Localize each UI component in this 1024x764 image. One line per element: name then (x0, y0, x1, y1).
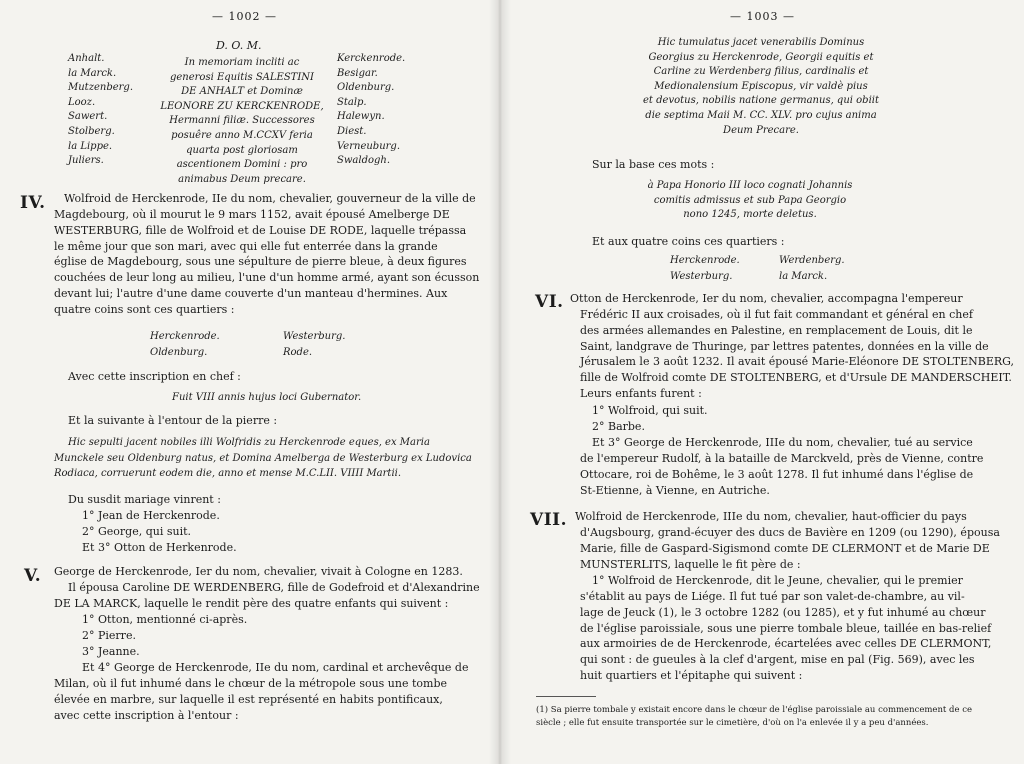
section-vii-paragraph (575, 509, 967, 525)
section-iv-paragraph-cont (54, 207, 479, 318)
inscription-line: Hermanni filiæ. Successores (169, 115, 315, 127)
arms-name: Anhalt. (68, 53, 105, 64)
section-v-paragraph (54, 564, 463, 580)
text-line: qui sont : de gueules à la clef d'argent, mise en pal (Fig. 569), avec les (580, 653, 975, 667)
inscription-line: quarta post gloriosam (186, 144, 298, 156)
footnote (536, 704, 972, 730)
text-line: de l'église paroissiale, sous une pierre tombale bleue, taillée en bas-relief (580, 621, 992, 635)
text-line: lage de Jeuck (1), le 3 octobre 1282 (ou 1285), et y fut inhumé au chœur (580, 605, 986, 619)
text-line: Et 4° George de Herckenrode, IIe du nom, cardinal et archevêque de (82, 661, 469, 674)
text-line: Otton de Herckenrode, Ier du nom, chevalier, accompagna l'empereur (570, 292, 963, 305)
arms-name: la Lippe. (68, 140, 113, 152)
child-item: 2° Pierre. (82, 628, 136, 642)
arms-name: Oldenburg. (337, 82, 395, 94)
inscription-line: In memoriam incliti ac (184, 57, 300, 68)
quarter-name: Oldenburg. (150, 347, 208, 358)
arms-name: Stolberg. (68, 125, 115, 137)
section-vi-tail (592, 435, 973, 451)
cardinal-epitaph (616, 36, 906, 138)
right-page (500, 0, 1024, 764)
children-list (82, 612, 247, 659)
arms-column-left (68, 52, 133, 169)
section-vii-child-cont (580, 589, 991, 684)
text-line: d'Augsbourg, grand-écuyer des ducs de Bavière en 1209 (ou 1290), épousa (580, 526, 1000, 539)
text-line: Wolfroid de Herckenrode, IIe du nom, chevalier, gouverneur de la ville de (64, 192, 476, 205)
arms-name: Verneuburg. (337, 140, 401, 152)
child-item: 3° Jeanne. (82, 644, 140, 658)
inscription-line: posuêre anno M.CCXV feria (171, 129, 313, 141)
text-line: huit quartiers et l'épitaphe qui suivent : (580, 668, 803, 682)
arms-name: Mutzenberg. (68, 82, 134, 94)
arms-name: Stalp. (337, 96, 367, 108)
text-line: DE LA MARCK, laquelle le rendit père des quatre enfants qui suivent : (54, 597, 449, 610)
text-line: Milan, où il fut inhumé dans le chœur de la métropole sous une tombe (54, 677, 448, 690)
section-vii-child (592, 573, 963, 589)
arms-name: Kerckenrode. (337, 53, 406, 64)
quarter-name: Werdenberg. (779, 255, 845, 266)
text-line: Il épousa Caroline DE WERDENBERG, fille de Godefroid et d'Alexandrine (68, 581, 480, 594)
section-number-v: V. (24, 566, 42, 586)
base-intro: Sur la base ces mots : (592, 158, 715, 171)
inscription-line: animabus Deum precare. (178, 173, 306, 185)
text-line: élevée en marbre, sur laquelle il est représenté en habits pontificaux, (54, 692, 443, 706)
quarter-name: Rode. (283, 347, 313, 358)
child-item: 1° Otton, mentionné ci-après. (82, 613, 248, 626)
section-v-paragraph-cont (68, 580, 480, 596)
text-line: Marie, fille de Gaspard-Sigismond comte DE CLERMONT et de Marie DE (580, 541, 990, 555)
section-iv-paragraph (64, 191, 476, 207)
inscription-line: generosi Equitis SALESTINI (169, 71, 315, 83)
left-page (0, 0, 500, 764)
section-vi-tail-cont (580, 451, 983, 498)
children-intro: Du susdit mariage vinrent : (68, 493, 221, 506)
epitaph-line: Munckele seu Oldenburg natus, et Domina Amelberga de Westerburg ex Ludovica (54, 453, 472, 464)
arms-name: Swaldogh. (337, 155, 391, 167)
inscription-line: ascentionem Domini : pro (176, 159, 308, 171)
epitaph-line: Hic sepulti jacent nobiles illi Wolfridis zu Herckenrode eques, ex Maria (68, 437, 430, 448)
page-number: — 1002 — (212, 10, 277, 23)
base-words (630, 179, 870, 223)
epitaph (68, 436, 430, 451)
epitaph-line: Rodiaca, corruerunt eodem die, anno et mense M.C.LII. VIIII Martii. (54, 467, 402, 479)
footnote-line: siècle ; elle fut ensuite transportée sur le cimetière, d'où on l'a enlevée il y a peu d'années. (536, 718, 929, 728)
base-line: à Papa Honorio III loco cognati Johannis (647, 180, 853, 191)
base-line: nono 1245, morte deletus. (683, 209, 817, 221)
text-line: George de Herckenrode, Ier du nom, chevalier, vivait à Cologne en 1283. (54, 565, 463, 578)
section-vi-paragraph (570, 291, 963, 307)
arms-name: la Marck. (68, 67, 117, 79)
base-line: comitis admissus et sub Papa Georgio (653, 194, 847, 206)
page-number: — 1003 — (730, 10, 795, 23)
section-number-iv: IV. (20, 193, 46, 213)
child-item: 1° Jean de Herckenrode. (82, 509, 220, 522)
quarter-name: Westerburg. (670, 271, 733, 282)
inscription-intro: Avec cette inscription en chef : (68, 370, 241, 383)
epitaph-line: Hic tumulatus jacet venerabilis Dominus (657, 37, 865, 48)
text-line: Jérusalem le 3 août 1232. Il avait épousé Marie-Eléonore DE STOLTENBERG, (580, 355, 1015, 369)
text-line: couchées de leur long au milieu, l'une d'un homme armé, ayant son écusson (54, 271, 480, 285)
epitaph-cont (54, 452, 472, 481)
footnote-rule (536, 696, 596, 697)
arms-name: Besigar. (337, 67, 378, 79)
inscription-text: Fuit VIII annis hujus loci Gubernator. (172, 392, 362, 403)
section-vi-paragraph-cont (580, 307, 1014, 402)
child-item: 2° Barbe. (592, 419, 645, 433)
inscription-line: DE ANHALT et Dominæ (181, 86, 303, 98)
quarter-name: Herckenrode. (150, 331, 220, 342)
epitaph-line: Deum Precare. (723, 124, 799, 136)
inscription-intro: Et la suivante à l'entour de la pierre : (68, 414, 278, 427)
arms-name: Diest. (337, 125, 367, 137)
arms-name: Sawert. (68, 111, 108, 123)
text-line: MUNSTERLITS, laquelle le fit père de : (580, 557, 801, 571)
arms-column-right (337, 52, 405, 169)
text-line: fille de Wolfroid comte DE STOLTENBERG, et d'Ursule DE MANDERSCHEIT. (580, 371, 1012, 385)
text-line: avec cette inscription à l'entour : (54, 708, 239, 722)
text-line: devant lui; l'autre d'une dame couverte d'un manteau d'hermines. Aux (54, 286, 448, 300)
child-item: Et 3° Otton de Herkenrode. (82, 540, 237, 554)
text-line: de l'empereur Rudolf, à la bataille de Marckveld, près de Vienne, contre (580, 452, 984, 465)
epitaph-line: Carline zu Werdenberg filius, cardinalis et (653, 66, 869, 78)
child-item: 1° Wolfroid, qui suit. (592, 404, 708, 417)
epitaph-line: Medionalensium Episcopus, vir valdè pius (654, 80, 868, 92)
epitaph-line: et devotus, nobilis natione germanus, qui obiit (643, 95, 879, 107)
arms-name: Halewyn. (337, 111, 385, 123)
inscription-line: LEONORE ZU KERCKENRODE, (160, 100, 324, 112)
quarter-name: Herckenrode. (670, 255, 740, 266)
section-vii-paragraph-cont (580, 525, 1000, 572)
text-line: église de Magdebourg, sous une sépulture de pierre bleue, à deux figures (54, 255, 467, 269)
text-line: aux armoiries de de Herckenrode, écartelées avec celles DE CLERMONT, (580, 637, 992, 651)
text-line: le même jour que son mari, avec qui elle fut enterrée dans la grande (54, 239, 438, 253)
text-line: s'établit au pays de Liége. Il fut tué par son valet-de-chambre, au vil- (580, 590, 965, 603)
footnote-line: (1) Sa pierre tombale y existait encore dans le chœur de l'église paroissiale au commencement de ce (536, 705, 973, 715)
children-list (82, 508, 237, 555)
child-item: 2° George, qui suit. (82, 524, 192, 538)
text-line: St-Etienne, à Vienne, en Autriche. (580, 483, 770, 497)
arms-name: Juliers. (68, 155, 104, 167)
text-line: 1° Wolfroid de Herckenrode, dit le Jeune, chevalier, qui le premier (592, 574, 963, 587)
quarter-name: Westerburg. (283, 331, 346, 342)
text-line: des armées allemandes en Palestine, en remplacement de Louis, dit le (580, 323, 973, 337)
arms-name: Looz. (68, 96, 96, 108)
children-list (592, 403, 708, 435)
text-line: Wolfroid de Herckenrode, IIIe du nom, chevalier, haut-officier du pays (575, 510, 967, 523)
corners-intro: Et aux quatre coins ces quartiers : (592, 235, 785, 248)
section-v-tail (82, 660, 468, 676)
text-line: Frédéric II aux croisades, où il fut fait commandant et général en chef (580, 308, 973, 321)
section-number-vii: VII. (530, 510, 568, 530)
dom-heading: D. O. M. (216, 39, 262, 52)
section-v-paragraph-cont2 (54, 596, 448, 612)
text-line: Et 3° George de Herckenrode, IIIe du nom, chevalier, tué au service (592, 436, 973, 449)
text-line: Leurs enfants furent : (580, 386, 702, 400)
text-line: WESTERBURG, fille de Wolfroid et de Louise DE RODE, laquelle trépassa (54, 223, 467, 237)
quarter-name: la Marck. (779, 271, 828, 282)
epitaph-line: die septima Maii M. CC. XLV. pro cujus anima (645, 109, 877, 121)
text-line: Magdebourg, où il mourut le 9 mars 1152, avait épousé Amelberge DE (54, 208, 450, 221)
text-line: quatre coins sont ces quartiers : (54, 302, 235, 316)
memorial-inscription (152, 56, 332, 187)
text-line: Saint, landgrave de Thuringe, par lettres patentes, données en la ville de (580, 339, 989, 353)
text-line: Ottocare, roi de Bohême, le 3 août 1278. Il fut inhumé dans l'église de (580, 467, 974, 481)
epitaph-line: Georgius zu Herckenrode, Georgii equitis et (648, 51, 874, 63)
section-v-tail-cont (54, 676, 447, 723)
section-number-vi: VI. (535, 292, 564, 312)
